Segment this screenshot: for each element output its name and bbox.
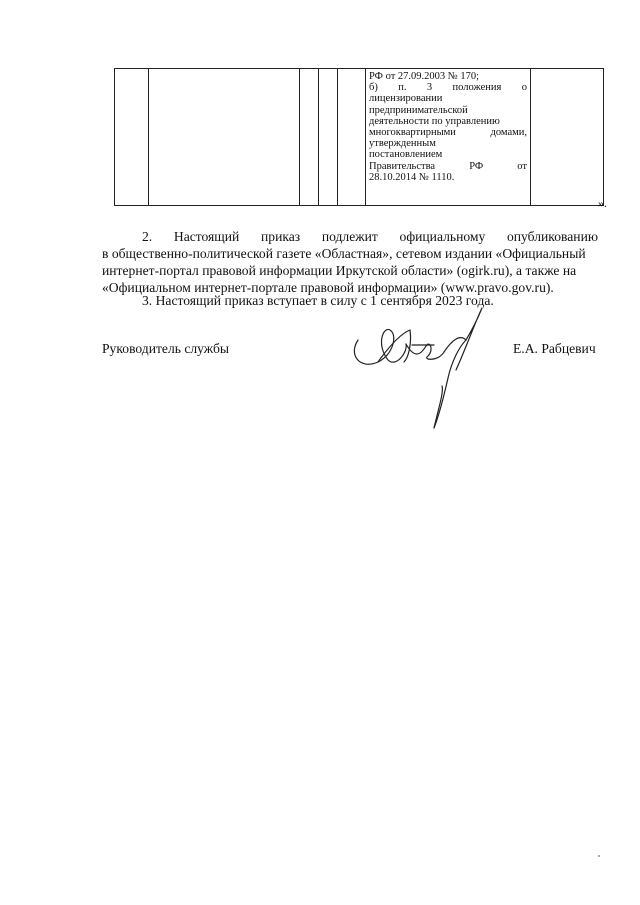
- law-line: утвержденным: [369, 138, 436, 150]
- paragraph-word: опубликованию: [506, 229, 598, 244]
- table-cell-empty: [319, 69, 338, 206]
- paragraph-word: 2.: [142, 229, 153, 244]
- table-cell-empty: [338, 69, 366, 206]
- law-word: РФ: [469, 160, 484, 172]
- law-line: постановлением: [369, 149, 443, 161]
- law-word: б): [369, 82, 378, 94]
- law-word: положения: [452, 82, 502, 94]
- law-word: о: [521, 82, 527, 94]
- table-cell-legal-basis: [366, 69, 531, 206]
- law-word: 3: [426, 82, 433, 94]
- handwritten-signature: [348, 300, 488, 435]
- law-word: многоквартирными: [369, 127, 456, 139]
- paragraph-word: приказ: [261, 229, 301, 244]
- law-word: Правительства: [369, 160, 436, 172]
- law-line: РФ от 27.09.2003 № 170;: [369, 71, 480, 82]
- document-table-fragment: [114, 68, 604, 206]
- paragraph-line: в общественно-политической газете «Областная», сетевом издании «Официальный: [102, 246, 586, 261]
- paragraph-word: подлежит: [321, 229, 378, 244]
- law-line: 28.10.2014 № 1110.: [369, 171, 455, 183]
- law-word: от: [517, 160, 527, 172]
- paragraph-word: Настоящий: [173, 229, 240, 244]
- law-word: домами,: [490, 127, 527, 139]
- scan-speck: [598, 855, 600, 857]
- law-line: [369, 161, 527, 172]
- paragraph-line: «Официальном интернет-портале правовой информации» (www.pravo.gov.ru).: [102, 280, 554, 295]
- law-word: п.: [398, 82, 407, 94]
- paragraph-line: интернет-портал правовой информации Иркутской области» (ogirk.ru), а также на: [102, 263, 577, 278]
- signer-name: Е.А. Рабцевич: [513, 341, 596, 356]
- law-line: [369, 82, 527, 93]
- paragraph-line: [102, 228, 598, 245]
- paragraph-publication: [102, 228, 598, 296]
- law-line: [369, 127, 527, 138]
- law-line: предпринимательской: [369, 104, 468, 116]
- table-cell-empty: [115, 69, 149, 206]
- law-line: лицензировании: [369, 93, 443, 105]
- table-cell-empty: [300, 69, 319, 206]
- table-cell-empty: [149, 69, 300, 206]
- paragraph-word: официальному: [399, 229, 486, 244]
- signer-role: Руководитель службы: [102, 341, 230, 356]
- table-cell-empty: [531, 69, 604, 206]
- paragraph-effective-date: 3. Настоящий приказ вступает в силу с 1 сентября 2023 года.: [142, 293, 494, 308]
- law-line: деятельности по управлению: [369, 115, 500, 127]
- closing-quote: ».: [598, 196, 607, 210]
